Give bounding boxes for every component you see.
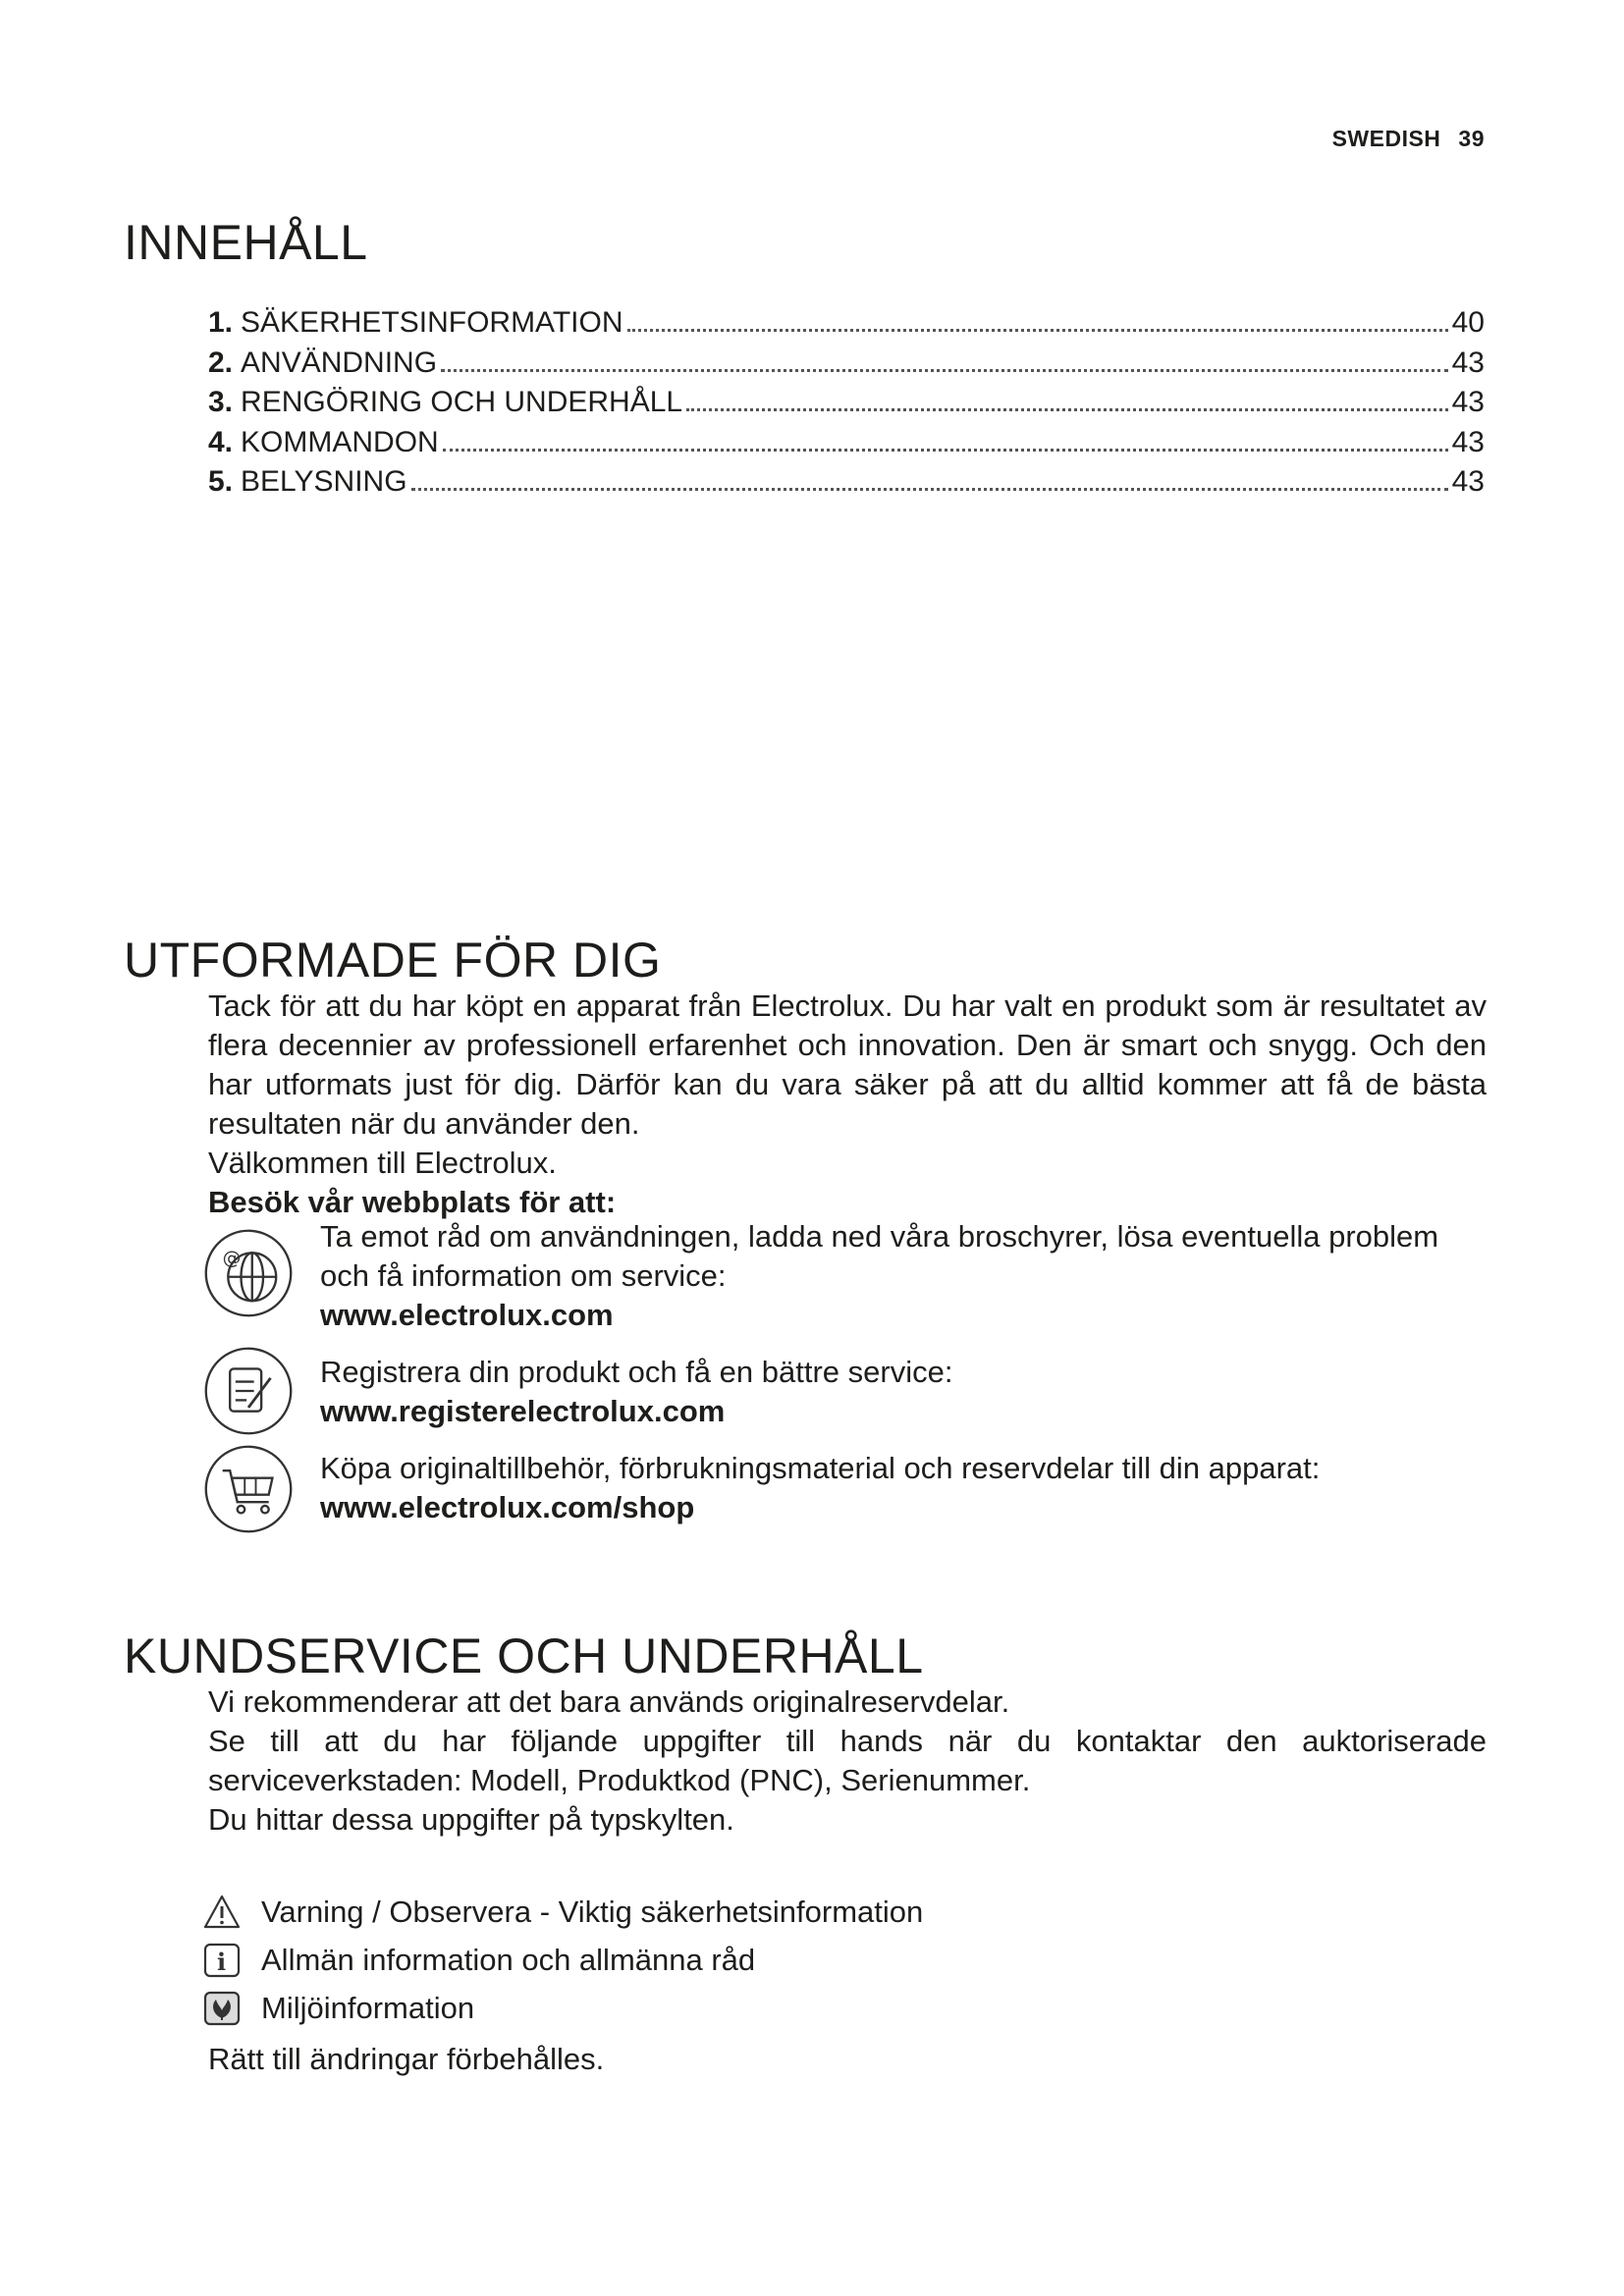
toc-entry-number: 1. <box>208 306 234 339</box>
legend-item-warning <box>202 1888 923 1936</box>
contents-title: INNEHÅLL <box>124 215 368 270</box>
toc-leader-dots <box>441 369 1448 372</box>
service-title: KUNDSERVICE OCH UNDERHÅLL <box>124 1629 924 1683</box>
toc-entry-page: 43 <box>1451 386 1485 418</box>
symbol-legend <box>202 1888 923 2032</box>
service-paragraph: Se till att du har följande uppgifter till hands när du kontaktar den auktoriserade serviceverkstaden: Modell, Produktkod (PNC), Serienummer. <box>208 1724 1487 1797</box>
register-link[interactable]: www.registerelectrolux.com <box>320 1394 726 1428</box>
toc-entry-lighting[interactable] <box>208 465 1485 506</box>
designed-title: UTFORMADE FÖR DIG <box>124 933 662 988</box>
designed-intro: Tack för att du har köpt en apparat från Electrolux. Du har valt en produkt som är resultatet av flera decennier av professionell erfarenhet och innovation. Den är smart och snygg. Och den har utformats just för dig. Därför kan du vara säker på att du alltid kommer att få de bästa resultaten när du använder den. <box>208 988 1487 1141</box>
toc-leader-dots <box>627 329 1448 332</box>
toc-leader-dots <box>411 488 1448 491</box>
warning-icon <box>202 1893 242 1932</box>
info-icon <box>202 1941 242 1980</box>
register-icon <box>202 1345 295 1437</box>
visit-heading: Besök vår webbplats för att: <box>208 1185 617 1219</box>
toc-entry-cleaning[interactable] <box>208 386 1485 426</box>
legend-text: Varning / Observera - Viktig säkerhetsinformation <box>261 1894 924 1929</box>
table-of-contents <box>208 306 1485 506</box>
visit-item-text: Ta emot råd om användningen, ladda ned våra broschyrer, lösa eventuella problem och få information om service: <box>320 1219 1439 1293</box>
toc-entry-number: 3. <box>208 386 234 418</box>
visit-item-text: Registrera din produkt och få en bättre service: <box>320 1355 953 1389</box>
visit-item-text: Köpa originaltillbehör, förbrukningsmaterial och reservdelar till din apparat: <box>320 1451 1321 1485</box>
shop-link[interactable]: www.electrolux.com/shop <box>320 1490 695 1524</box>
svg-text:@: @ <box>222 1248 242 1269</box>
globe-icon <box>202 1227 295 1319</box>
service-footer <box>208 2040 1487 2079</box>
toc-leader-dots <box>443 449 1448 452</box>
designed-body <box>208 987 1487 1222</box>
toc-entry-page: 43 <box>1451 465 1485 498</box>
toc-entry-label: KOMMANDON <box>241 425 439 458</box>
header-language: SWEDISH <box>1331 126 1441 151</box>
toc-entry-safety[interactable] <box>208 306 1485 347</box>
toc-entry-label: ANVÄNDNING <box>241 346 438 379</box>
toc-entry-controls[interactable] <box>208 426 1485 466</box>
toc-entry-page: 43 <box>1451 346 1485 379</box>
toc-entry-number: 2. <box>208 346 234 379</box>
designed-welcome: Välkommen till Electrolux. <box>208 1146 557 1180</box>
electrolux-link[interactable]: www.electrolux.com <box>320 1298 614 1332</box>
toc-entry-label: BELYSNING <box>241 465 407 498</box>
legend-text: Miljöinformation <box>261 1990 475 2025</box>
shopping-cart-icon <box>202 1443 295 1535</box>
toc-entry-label: RENGÖRING OCH UNDERHÅLL <box>241 386 683 418</box>
page-number: 39 <box>1458 126 1485 151</box>
legend-item-environment <box>202 1984 923 2032</box>
environment-icon <box>202 1989 242 2028</box>
legend-text: Allmän information och allmänna råd <box>261 1942 756 1977</box>
legend-item-info <box>202 1936 923 1984</box>
svg-text:i: i <box>217 1947 227 1976</box>
page-header <box>1332 126 1485 152</box>
service-body <box>208 1682 1487 1840</box>
toc-entry-number: 5. <box>208 465 234 498</box>
toc-leader-dots <box>686 408 1448 411</box>
toc-entry-usage[interactable] <box>208 347 1485 387</box>
service-paragraph: Du hittar dessa uppgifter på typskylten. <box>208 1802 734 1837</box>
service-paragraph: Vi rekommenderar att det bara används originalreservdelar. <box>208 1684 1010 1719</box>
toc-entry-label: SÄKERHETSINFORMATION <box>241 306 623 339</box>
toc-entry-number: 4. <box>208 425 234 458</box>
toc-entry-page: 43 <box>1451 425 1485 458</box>
changes-reserved: Rätt till ändringar förbehålles. <box>208 2042 605 2076</box>
toc-entry-page: 40 <box>1451 306 1485 339</box>
